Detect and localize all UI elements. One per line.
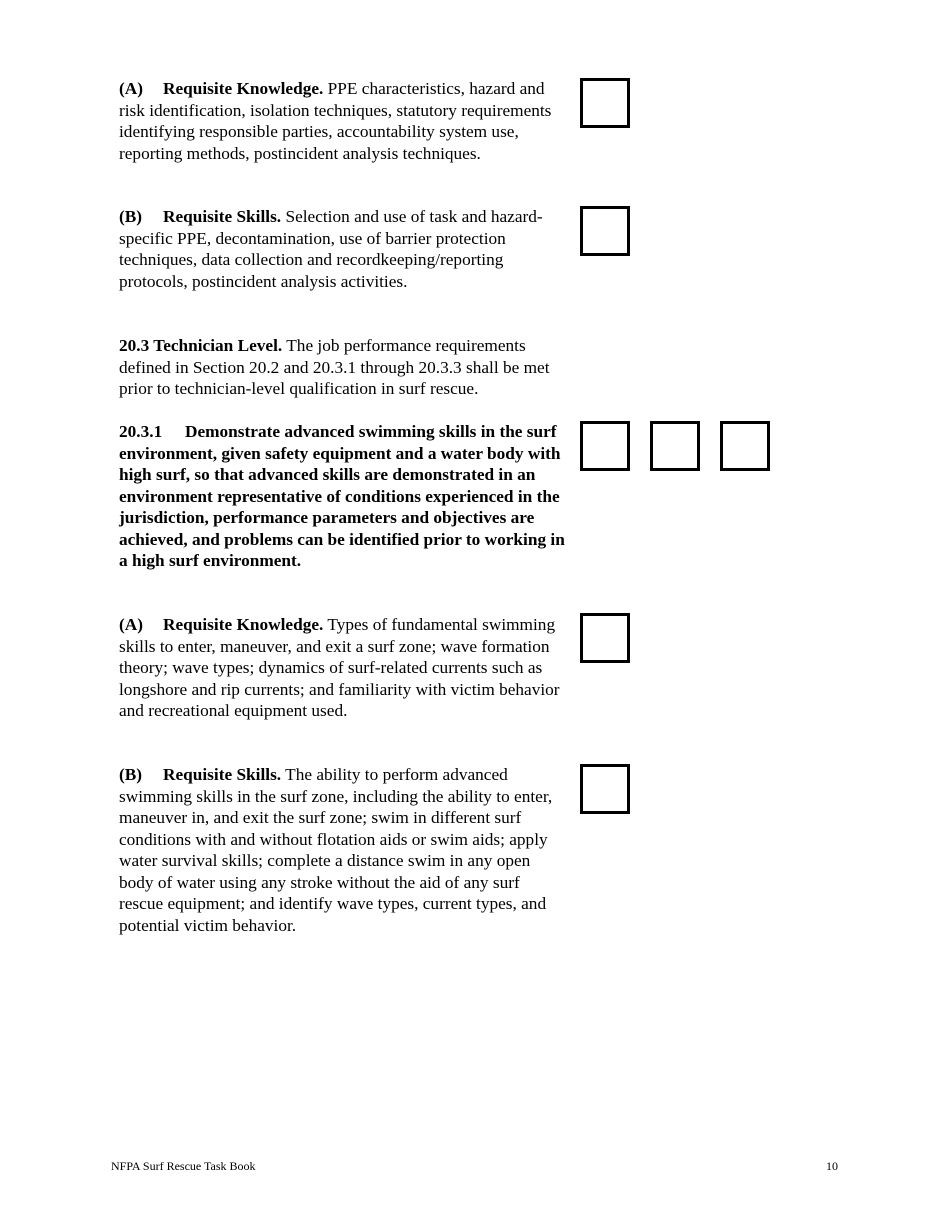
paragraph-requisite-knowledge-1	[119, 78, 567, 164]
paragraph-body: Selection and use of task and hazard-specific PPE, decontamination, use of barrier protection techniques, data collection and recordkeeping/reporting protocols, postincident analysis activities.	[119, 207, 543, 291]
jpr-text: Demonstrate advanced swimming skills in the surf environment, given safety equipment and a water body with high surf, so that advanced skills are demonstrated in an environment representative of conditions experienced in the jurisdiction, performance parameters and objectives are achieved, and problems can be identified prior to working in a high surf environment.	[119, 422, 565, 570]
paragraph-heading: Requisite Skills.	[163, 207, 282, 226]
section-body: The job performance requirements defined in Section 20.2 and 20.3.1 through 20.3.3 shall be met prior to technician-level qualification in surf rescue.	[119, 336, 550, 398]
signoff-checkbox[interactable]	[580, 206, 630, 256]
jpr-20-3-1	[119, 421, 567, 572]
paragraph-body: Types of fundamental swimming skills to enter, maneuver, and exit a surf zone; wave formation theory; wave types; dynamics of surf-related currents such as longshore and rip currents; and familiarity with victim behavior and recreational equipment used.	[119, 615, 560, 720]
paragraph-label: (A)	[119, 79, 143, 98]
page-number: 10	[826, 1159, 838, 1173]
section-technician-level	[119, 335, 567, 400]
paragraph-heading: Requisite Knowledge.	[163, 615, 324, 634]
signoff-checkbox[interactable]	[580, 78, 630, 128]
paragraph-requisite-skills-2	[119, 764, 567, 936]
paragraph-requisite-knowledge-2	[119, 614, 567, 722]
paragraph-body: PPE characteristics, hazard and risk identification, isolation techniques, statutory requirements identifying responsible parties, accountability system use, reporting methods, postincident analysis techniques.	[119, 79, 552, 163]
signoff-checkbox[interactable]	[580, 764, 630, 814]
paragraph-heading: Requisite Knowledge.	[163, 79, 324, 98]
paragraph-body: The ability to perform advanced swimming skills in the surf zone, including the ability to enter, maneuver in, and exit the surf zone; swim in different surf conditions with and without flotation aids or swim aids; apply water survival skills; complete a distance swim in any open body of water using any stroke without the aid of any surf rescue equipment; and identify wave types, current types, and potential victim behavior.	[119, 765, 553, 935]
jpr-number: 20.3.1	[119, 422, 163, 441]
paragraph-label: (B)	[119, 207, 143, 226]
signoff-checkbox[interactable]	[720, 421, 770, 471]
paragraph-label: (A)	[119, 615, 143, 634]
paragraph-heading: Requisite Skills.	[163, 765, 282, 784]
footer-title: NFPA Surf Rescue Task Book	[111, 1159, 256, 1173]
paragraph-requisite-skills-1	[119, 206, 567, 292]
signoff-checkbox[interactable]	[580, 421, 630, 471]
paragraph-label: (B)	[119, 765, 143, 784]
signoff-checkbox[interactable]	[580, 613, 630, 663]
section-heading: 20.3 Technician Level.	[119, 336, 283, 355]
signoff-checkbox[interactable]	[650, 421, 700, 471]
